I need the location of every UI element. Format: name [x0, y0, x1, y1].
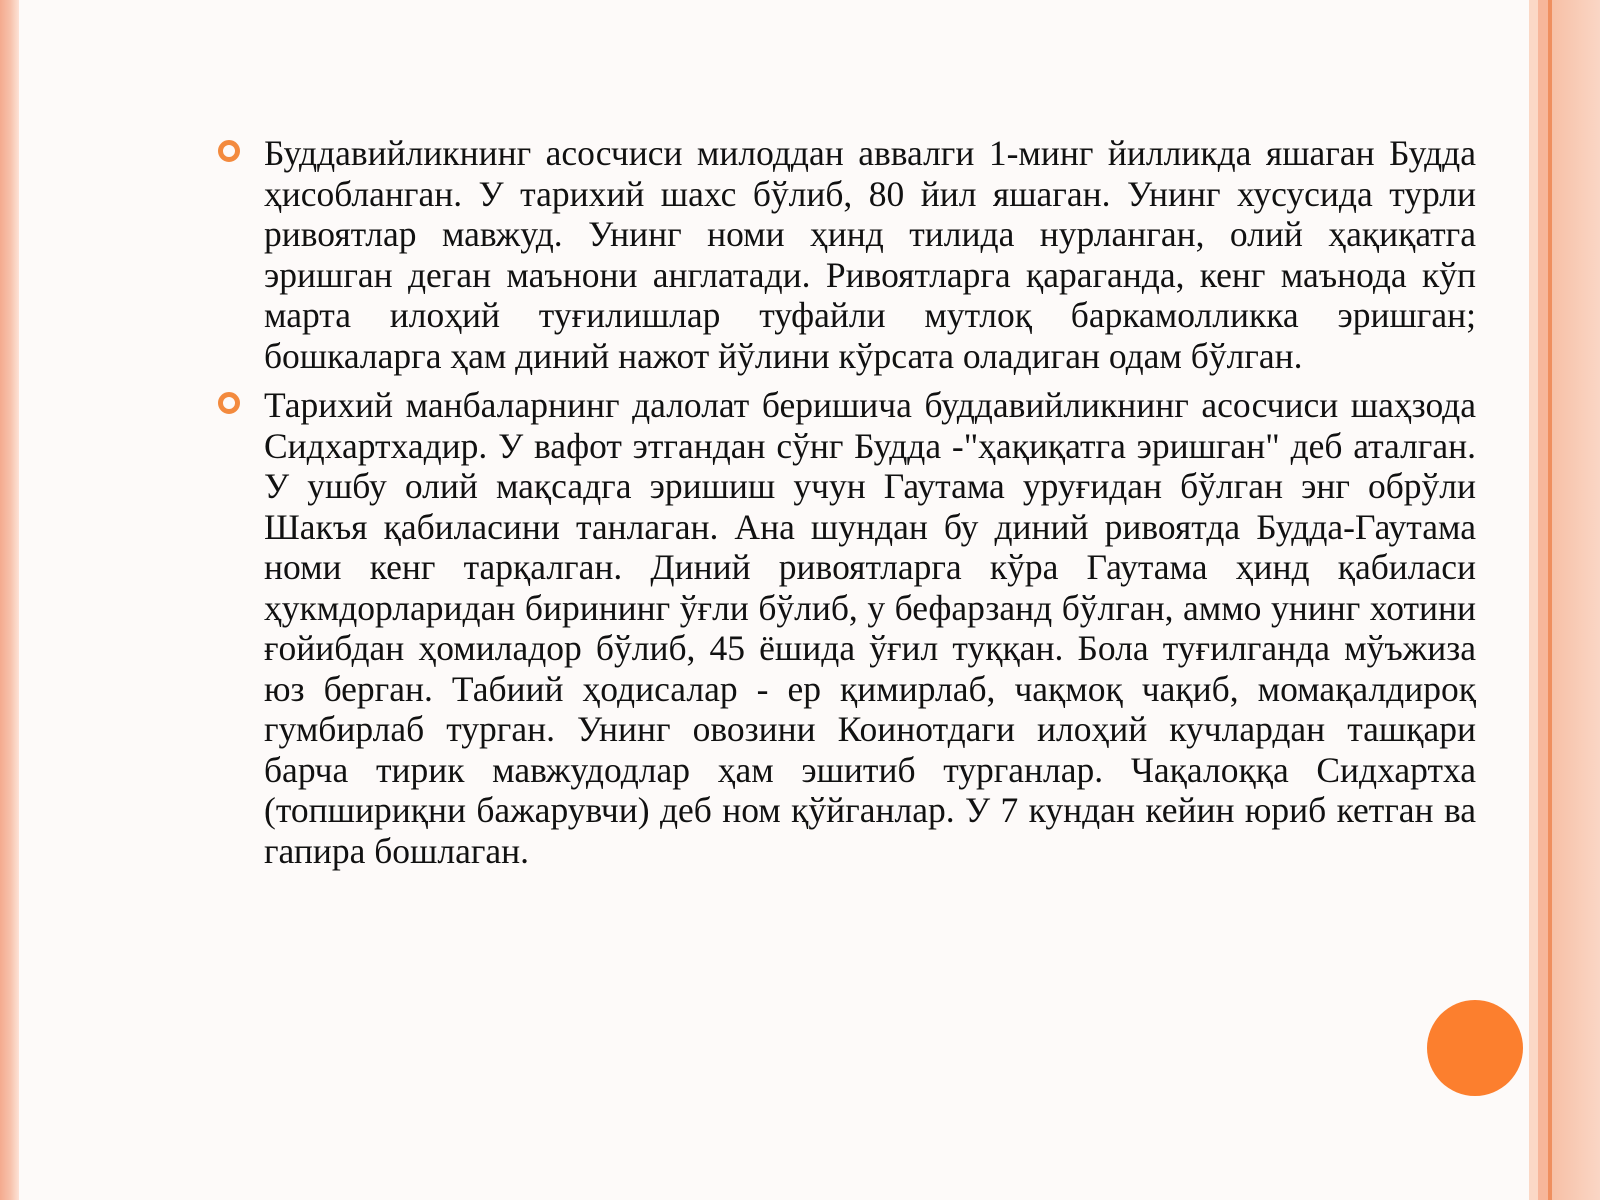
bullet-item — [218, 385, 1476, 871]
right-border-band — [1538, 0, 1548, 1200]
bullet-text: Тарихий манбаларнинг далолат беришича буддавийликнинг асосчиси шаҳзода Сидхартхадир. У вафот этгандан сўнг Будда -"ҳақиқатга эришган" деб аталган. У ушбу олий мақсадга эришиш учун Гаутама уруғидан бўлган энг обрўли Шакъя қабиласини танлаган. Ана шундан бу диний ривоятда Будда-Гаутама номи кенг тарқалган. Диний ривоятларга кўра Гаутама ҳинд қабиласи ҳукмдорларидан бирининг ўғли бўлиб, у бефарзанд бўлган, аммо унинг хотини ғойибдан ҳомиладор бўлиб, 45 ёшида ўғил туққан. Бола туғилганда мўъжиза юз берган. Табиий ҳодисалар - ер қимирлаб, чақмоқ чақиб, момақалдироқ гумбирлаб турган. Унинг овозини Коинотдаги илоҳий кучлардан ташқари барча тирик мавжудодлар ҳам эшитиб турганлар. Чақалоққа Сидхартха (топшириқни бажарувчи) деб ном қўйганлар. У 7 кундан кейин юриб кетган ва гапира бошлаган. — [264, 385, 1476, 871]
right-border-band — [1552, 0, 1600, 1200]
right-border-band — [1529, 0, 1538, 1200]
ring-bullet-icon — [218, 140, 240, 162]
slide-body — [218, 133, 1476, 880]
decorative-circle — [1427, 1000, 1523, 1096]
bullet-text: Буддавийликнинг асосчиси милоддан аввалги 1-минг йилликда яшаган Будда ҳисобланган. У тарихий шахс бўлиб, 80 йил яшаган. Унинг хусусида турли ривоятлар мавжуд. Унинг номи ҳинд тилида нурланган, олий ҳақиқатга эришган деган маънони англатади. Ривоятларга қараганда, кенг маънода кўп марта илоҳий туғилишлар туфайли мутлоқ баркамолликка эришган; бошкаларга ҳам диний нажот йўлини кўрсата оладиган одам бўлган. — [264, 133, 1476, 376]
ring-bullet-icon — [218, 392, 240, 414]
bullet-item — [218, 133, 1476, 376]
left-border-strip — [0, 0, 19, 1200]
